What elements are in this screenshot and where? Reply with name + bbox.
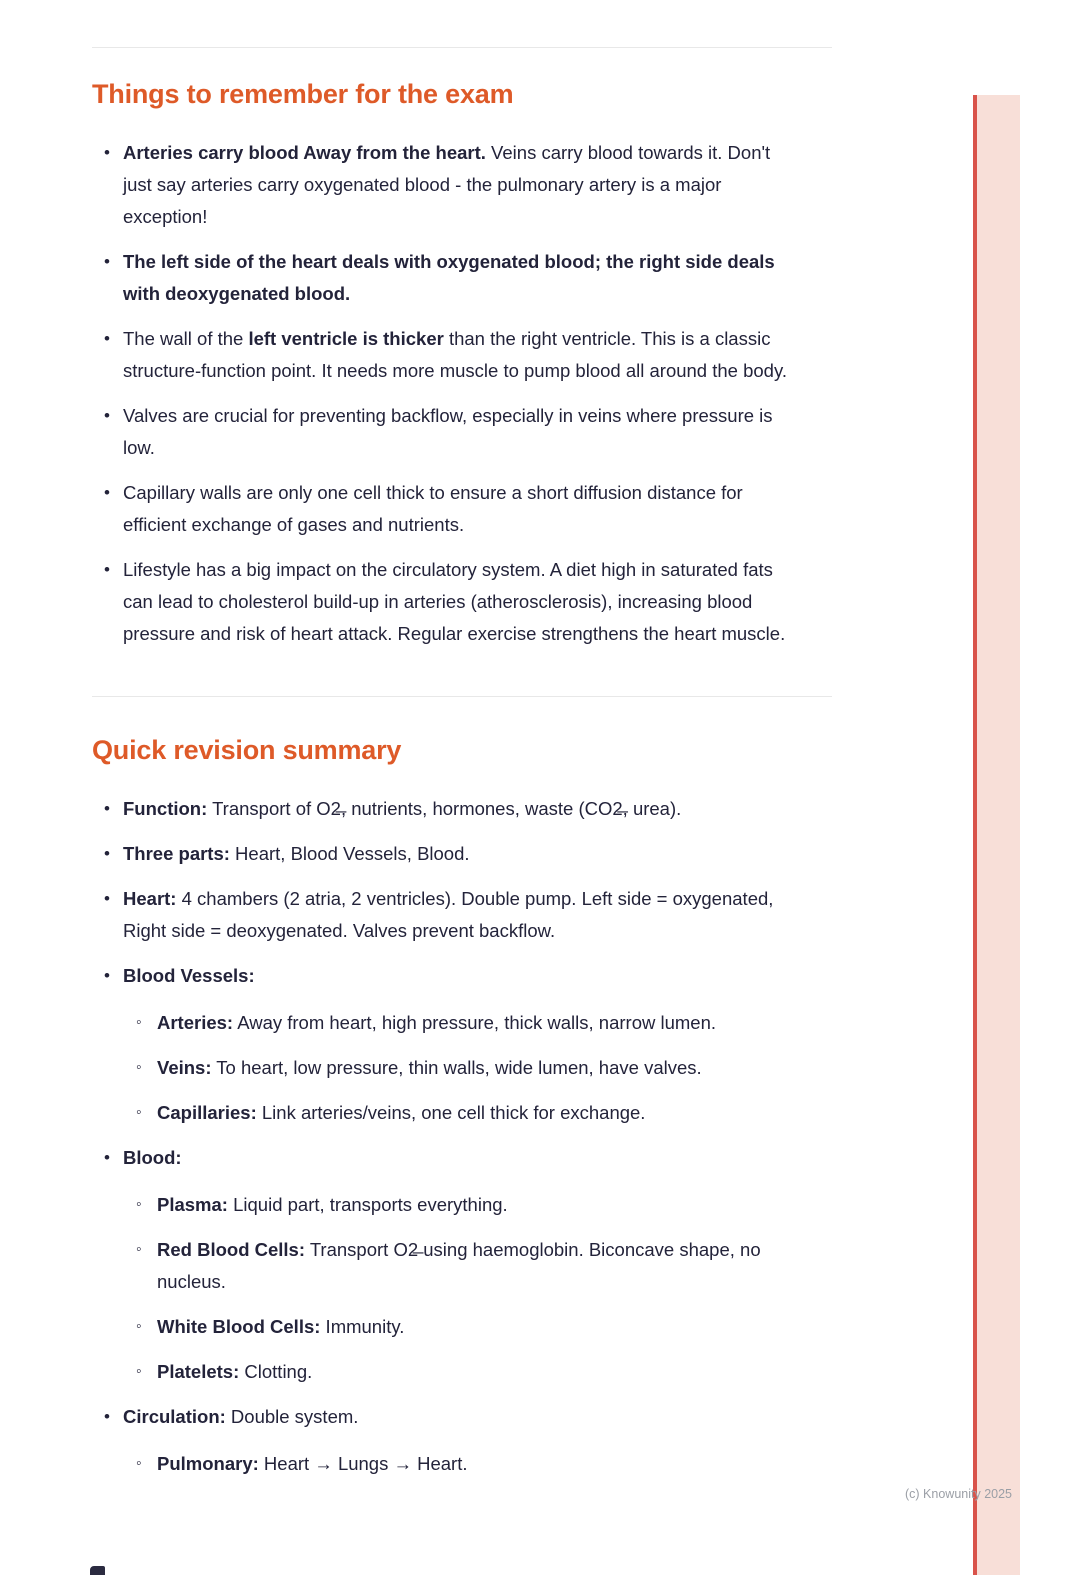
text-segment: than the right ventricle. This is a classic structure-function point. It needs more muscle to pump blood all around the body. bbox=[123, 328, 787, 382]
text-segment: Transport of O2̶, nutrients, hormones, waste (CO2̶, urea). bbox=[207, 798, 682, 820]
list-item bbox=[92, 246, 804, 310]
text-segment: Double system. bbox=[225, 1406, 359, 1428]
text-segment-bold: Red Blood Cells: bbox=[157, 1239, 306, 1261]
page-edge-strip bbox=[973, 95, 1020, 1575]
text-segment: 4 chambers (2 atria, 2 ventricles). Double pump. Left side = oxygenated, Right side = deoxygenated. Valves prevent backflow. bbox=[123, 888, 774, 942]
text-segment-bold: White Blood Cells: bbox=[157, 1316, 321, 1338]
list-item bbox=[92, 883, 804, 947]
list-item bbox=[92, 1401, 804, 1480]
text-segment-bold: Capillaries: bbox=[157, 1102, 257, 1124]
text-segment: Away from heart, high pressure, thick walls, narrow lumen. bbox=[233, 1012, 717, 1034]
sub-list-item bbox=[123, 1052, 804, 1084]
text-segment-bold: Veins: bbox=[157, 1057, 212, 1079]
text-segment: To heart, low pressure, thin walls, wide lumen, have valves. bbox=[211, 1057, 702, 1079]
section-title-exam-tips: Things to remember for the exam bbox=[92, 79, 514, 109]
list-item bbox=[92, 1142, 804, 1388]
list-item bbox=[92, 137, 804, 233]
sub-list-item bbox=[123, 1356, 804, 1388]
sub-list bbox=[123, 1448, 804, 1480]
list-item bbox=[92, 793, 804, 825]
text-segment-bold: Three parts: bbox=[123, 843, 230, 865]
list-item bbox=[92, 477, 804, 541]
list-item bbox=[92, 960, 804, 1129]
sub-list-item bbox=[123, 1234, 804, 1298]
text-segment-bold: Arteries: bbox=[157, 1012, 234, 1034]
sub-list-item bbox=[123, 1189, 804, 1221]
text-segment: Heart → Lungs → Heart. bbox=[258, 1453, 468, 1475]
text-segment: Link arteries/veins, one cell thick for exchange. bbox=[256, 1102, 646, 1124]
list-item bbox=[92, 323, 804, 387]
document-page bbox=[0, 47, 1080, 1575]
text-segment-bold: Blood Vessels: bbox=[123, 965, 255, 987]
text-segment-bold: Blood: bbox=[123, 1147, 182, 1169]
sub-list bbox=[123, 1007, 804, 1129]
text-segment: Valves are crucial for preventing backflow, especially in veins where pressure is low. bbox=[123, 405, 773, 459]
text-segment-bold: Circulation: bbox=[123, 1406, 226, 1428]
section-quick-summary bbox=[92, 735, 832, 1480]
text-segment-bold: Arteries carry blood Away from the heart. bbox=[123, 142, 486, 164]
text-segment: Lifestyle has a big impact on the circulatory system. A diet high in saturated fats can lead to cholesterol build-up in arteries (atherosclerosis), increasing blood pressure and risk of heart attack. Regular exercise strengthens the heart muscle. bbox=[123, 559, 786, 645]
list-item bbox=[92, 838, 804, 870]
next-card-corner bbox=[90, 1566, 105, 1575]
text-segment-bold: left ventricle is thicker bbox=[248, 328, 444, 350]
text-segment: Transport O2̶ using haemoglobin. Biconcave shape, no nucleus. bbox=[157, 1239, 761, 1293]
text-segment: Heart, Blood Vessels, Blood. bbox=[229, 843, 470, 865]
sub-list-item bbox=[123, 1448, 804, 1480]
text-segment-bold: Platelets: bbox=[157, 1361, 240, 1383]
text-segment: The wall of the bbox=[123, 328, 249, 350]
bullet-list-quick-summary bbox=[92, 793, 804, 1480]
list-item bbox=[92, 400, 804, 464]
section-exam-tips bbox=[92, 79, 832, 650]
sub-list-item bbox=[123, 1097, 804, 1129]
text-segment-bold: Plasma: bbox=[157, 1194, 228, 1216]
top-divider bbox=[92, 47, 832, 48]
text-segment: Clotting. bbox=[239, 1361, 313, 1383]
sub-list-item bbox=[123, 1311, 804, 1343]
section-divider bbox=[92, 696, 832, 697]
sub-list-item bbox=[123, 1007, 804, 1039]
text-segment: Immunity. bbox=[320, 1316, 405, 1338]
text-segment-bold: Function: bbox=[123, 798, 208, 820]
text-segment: Liquid part, transports everything. bbox=[227, 1194, 508, 1216]
watermark: (c) Knowunity 2025 bbox=[905, 1487, 1013, 1501]
text-segment-bold: Heart: bbox=[123, 888, 177, 910]
text-segment: Capillary walls are only one cell thick to ensure a short diffusion distance for efficient exchange of gases and nutrients. bbox=[123, 482, 743, 536]
text-segment-bold: The left side of the heart deals with oxygenated blood; the right side deals with deoxygenated blood. bbox=[123, 251, 775, 305]
sub-list bbox=[123, 1189, 804, 1388]
text-segment: Veins carry blood towards it. Don't just say arteries carry oxygenated blood - the pulmonary artery is a major exception! bbox=[123, 142, 771, 228]
text-segment-bold: Pulmonary: bbox=[157, 1453, 259, 1475]
document-content bbox=[0, 47, 832, 1480]
bullet-list-exam-tips bbox=[92, 137, 804, 650]
list-item bbox=[92, 554, 804, 650]
section-title-quick-summary: Quick revision summary bbox=[92, 735, 402, 766]
